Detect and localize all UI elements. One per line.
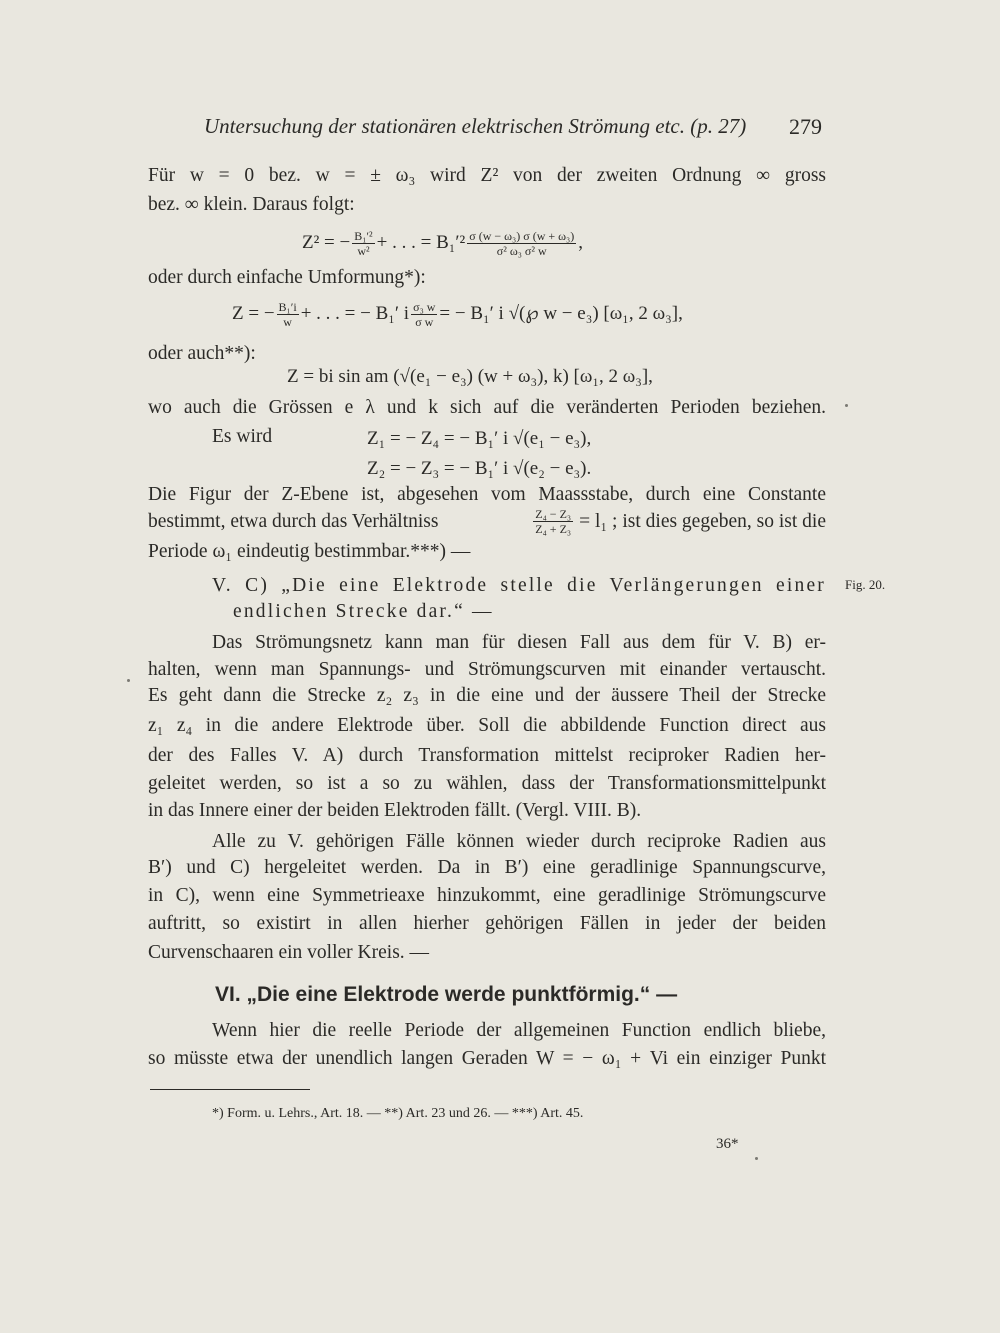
text-line: wo auch die Grössen e λ und k sich auf die veränderten Perioden beziehen. <box>148 397 826 418</box>
text-line: bez. ∞ klein. Daraus folgt: <box>148 194 355 215</box>
running-header-title: Untersuchung der stationären elektrischen Strömung etc. (p. 27) <box>204 114 747 138</box>
text-line: in das Innere einer der beiden Elektroden fällt. (Vergl. VIII. B). <box>148 800 642 821</box>
text-line: Wenn hier die reelle Periode der allgemeinen Function endlich bliebe, <box>212 1020 826 1041</box>
speck-mark <box>845 404 848 407</box>
equation-z2: Z₂ = − Z₃ = − B₁′ i √(e₂ − e₃). <box>367 458 592 479</box>
case-heading: V. C) „Die eine Elektrode stelle die Verlängerungen einer <box>212 575 826 596</box>
text-line: in C), wenn eine Symmetrieaxe hinzukommt, eine geradlinige Strömungscurve <box>148 885 826 906</box>
text-line: Es wird <box>212 426 273 447</box>
signature-mark: 36* <box>716 1136 739 1152</box>
speck-mark <box>127 679 130 682</box>
equation-z1: Z₁ = − Z₄ = − B₁′ i √(e₁ − e₃), <box>367 428 592 449</box>
footnote: *) Form. u. Lehrs., Art. 18. — **) Art. 23 und 26. — ***) Art. 45. <box>212 1106 584 1121</box>
text-line-with-fraction: bestimmt, etwa durch das Verhältniss $\frac{\text{Z₄ − Z₃}}{\text{Z₄ + Z₃}}$ = l₁ ; ist dies gegeben, so ist die <box>148 507 826 536</box>
text-line: oder auch**): <box>148 343 256 364</box>
fraction: $\frac{\text{Z₄ − Z₃}}{\text{Z₄ + Z₃}}$ <box>535 507 572 536</box>
fraction: $\frac{\text{σ (w − ω₃) σ (w + ω₃)}}{\text{σ² ω₃ σ² w}}$ <box>469 229 575 259</box>
equation-z: Z = − $\frac{\text{B₁′i}}{w}$ + . . . = − B₁′ i $\frac{\text{σ₃ w}}{\text{σ w}}$ = − B₁′ i √(℘ w − e₃) [ω₁, 2 ω₃], <box>232 300 683 330</box>
text-line: so müsste etwa der unendlich langen Geraden W = − ω₁ + Vi ein einziger Punkt <box>148 1048 826 1069</box>
text-line: Das Strömungsnetz kann man für diesen Fall aus dem für V. B) er- <box>212 632 826 653</box>
text-line: Es geht dann die Strecke z₂ z₃ in die eine und der äussere Theil der Strecke <box>148 685 826 706</box>
fraction: $\frac{\text{B₁′i}}{w}$ <box>278 300 297 330</box>
section-heading: VI. „Die eine Elektrode werde punktförmig.“ — <box>215 983 678 1006</box>
page-number: 279 <box>789 114 822 139</box>
case-heading: endlichen Strecke dar.“ — <box>233 601 494 622</box>
equation-z-squared: Z² = − $\frac{\text{B₁′²}}{\text{w²}}$ + . . . = B₁′² $\frac{\text{σ (w − ω₃) σ (w + ω₃)}}{\text{σ² ω₃ σ² w}}$ , <box>302 229 583 259</box>
text-line: Die Figur der Z-Ebene ist, abgesehen vom Maassstabe, durch eine Constante <box>148 484 826 505</box>
footnote-rule <box>150 1089 310 1090</box>
text-line: geleitet werden, so ist a so zu wählen, dass der Transformationsmittelpunkt <box>148 773 826 794</box>
text-line: oder durch einfache Umformung*): <box>148 267 426 288</box>
text-line: der des Falles V. A) durch Transformation mittelst reciproker Radien her- <box>148 745 826 766</box>
text-line: auftritt, so existirt in allen hierher gehörigen Fällen in jeder der beiden <box>148 913 826 934</box>
text-line: halten, wenn man Spannungs- und Strömungscurven mit einander vertauscht. <box>148 659 826 680</box>
fraction: $\frac{\text{B₁′²}}{\text{w²}}$ <box>354 229 373 259</box>
text-line: Alle zu V. gehörigen Fälle können wieder durch reciproke Radien aus <box>212 831 826 852</box>
text-line: Curvenschaaren ein voller Kreis. — <box>148 942 430 963</box>
text-line: Für w = 0 bez. w = ± ω₃ wird Z² von der zweiten Ordnung ∞ gross <box>148 165 826 186</box>
speck-mark <box>755 1157 758 1160</box>
equation-sin-am: Z = bi sin am (√(e₁ − e₃) (w + ω₃), k) [ω₁, 2 ω₃], <box>287 366 653 387</box>
margin-figure-reference: Fig. 20. <box>845 577 886 592</box>
text-line: z₁ z₄ in die andere Elektrode über. Soll die abbildende Function direct aus <box>148 715 826 736</box>
text-line: B′) und C) hergeleitet werden. Da in B′) eine geradlinige Spannungscurve, <box>148 857 826 878</box>
fraction: $\frac{\text{σ₃ w}}{\text{σ w}}$ <box>413 300 436 330</box>
text-line: Periode ω₁ eindeutig bestimmbar.***) — <box>148 541 471 562</box>
